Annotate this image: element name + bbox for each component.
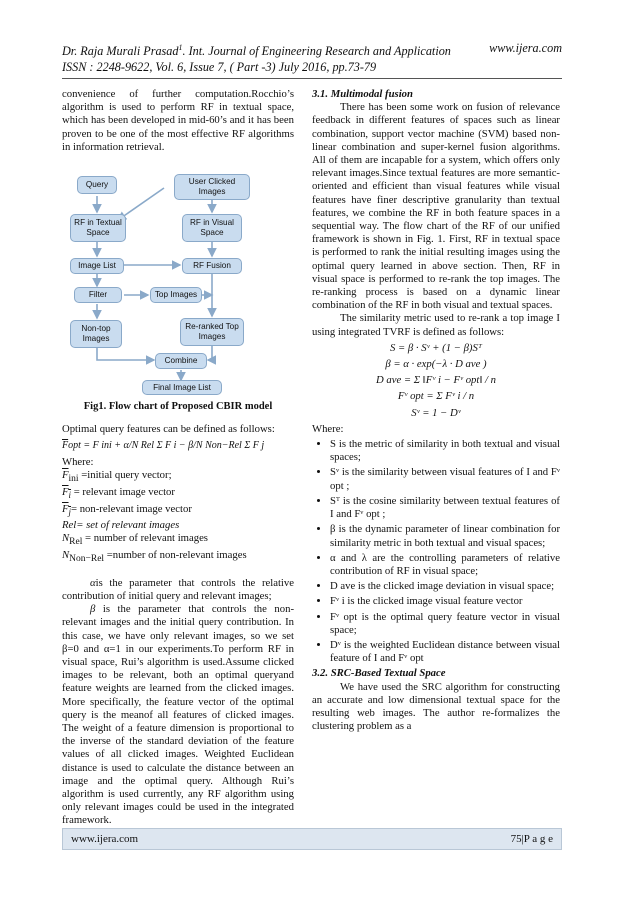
list-item: • D ave is the clicked image deviation in visual space;	[330, 580, 560, 593]
list-item: • Sᵛ is the similarity between visual features of I and Fᵛ opt ;	[330, 466, 560, 492]
header-website[interactable]: www.ijera.com	[489, 41, 562, 55]
figure-caption: Fig1. Flow chart of Proposed CBIR model	[83, 401, 273, 413]
equation-beta: β = α · exp(−λ · D ave )	[385, 358, 487, 371]
flow-image-list: Image List	[70, 258, 124, 274]
running-header	[62, 40, 562, 75]
equation-s: S = β · Sᵛ + (1 − β)Sᵀ	[390, 341, 482, 354]
where-label-right: Where:	[312, 422, 344, 435]
flow-filter: Filter	[74, 287, 122, 303]
page-number: 75|P a g e	[510, 833, 553, 845]
footer-website[interactable]: www.ijera.com	[71, 833, 139, 845]
header-citation: Dr. Raja Murali Prasad$^1$. Int. Journal of Engineering Research and Application	[62, 43, 451, 59]
section-3-1-title: 3.1. Multimodal fusion	[312, 88, 413, 100]
def-rel-set: Rel= set of relevant images	[62, 518, 180, 531]
page-footer	[62, 828, 562, 850]
flow-rf-fusion: RF Fusion	[182, 258, 242, 274]
paragraph-rocchio: convenience of further computation.Rocchio’s algorithm is used to perform RF in textual space, which has been developed in mid-60’s and it has been proven to be one of the most effective RF algorithms in information retrieval.	[62, 88, 294, 153]
flow-reranked: Re-ranked Top Images	[180, 318, 244, 346]
equation-sv: Sᵛ = 1 − Dᵛ	[411, 406, 461, 419]
where-label: Where:	[62, 455, 94, 468]
symbol-list	[312, 438, 560, 665]
flow-non-top: Non-top Images	[70, 320, 122, 348]
def-relevant: $F_i$ = relevant image vector	[62, 486, 175, 501]
flow-top-images: Top Images	[150, 287, 202, 303]
equation-dave: D ave = Σ ‖Fᵛ i − Fᵛ opt‖ / n	[375, 374, 497, 387]
flow-rf-visual: RF in Visual Space	[182, 214, 242, 242]
header-rule	[62, 78, 562, 79]
arrow-nontop-combine	[97, 348, 154, 360]
beta-paragraph: β is the parameter that controls the non-relevant images and the initial query contribution. In this case, we have only relevant images, so we set β=0 and α=1 in our experiments.To perform RF in visual space, Rui’s algorithm is used.Assume clicked images to be relevant, both an optimal queryand feature weights are learned from the clicked images. More specifically, the feature vector of the optimal query is the meanof all features of clicked images. The weight of a feature dimension is proportional to the inverse of the standard deviation of the feature values of all clicked images. Weighted Euclidean distance is used to calculate the distance between an image and the optimal query. Although Rui’s algorithm is used currently, any RF algorithm using only relevant images could be used in the integrated framework.	[62, 603, 295, 827]
flow-query: Query	[77, 176, 117, 194]
flow-rf-textual: RF in Textual Space	[70, 214, 126, 242]
list-item: • S is the metric of similarity in both textual and visual spaces;	[330, 438, 560, 464]
flow-final-list: Final Image List	[142, 380, 222, 395]
header-issn: ISSN : 2248-9622, Vol. 6, Issue 7, ( Part -3) July 2016, pp.73-79	[62, 60, 377, 75]
list-item: • β is the dynamic parameter of linear combination for similarity metric in both textual and visual spaces;	[330, 523, 560, 549]
list-item: • Fᵛ i is the clicked image visual feature vector	[330, 595, 560, 608]
rocchio-equation: $\overline{F}opt = F$ ini + α/N Rel Σ F i − β/N Non−Rel Σ F j	[62, 440, 265, 452]
list-item: • Fᵛ opt is the optimal query feature vector in visual space;	[330, 611, 560, 637]
paragraph-multimodal: There has been some work on fusion of relevance feedback in different features of spaces such as linear combination, support vector machine (SVM) based non-linear combination and super-kernel fusion algorithms. All of them are incapable for a system, which offers only relevant images.Since textual features are more semantic-oriented and efficient than visual features while visual features have finer descriptive granularity than textual features, we combine the RF in both feature spaces in a sequential way. The flow chart of the RF of our unified framework is shown in Fig. 1. First, RF in textual space is performed to rank the initial resulting images using the optimal query learned in above section. Then, RF in visual space is performed to re-rank the top images. The re-ranking process is based on a dynamic linear combination of the RF in both visual and textual spaces.	[312, 101, 560, 312]
paragraph-similarity: The similarity metric used to re-rank a top image I using integrated TVRF is defined as follows:	[312, 312, 560, 338]
list-item: • α and λ are the controlling parameters of relative contribution of RF in visual space;	[330, 552, 560, 578]
def-initial: $\overline{F}_{ini}$ =initial query vector;	[62, 468, 172, 484]
equation-fopt: Fᵛ opt = Σ Fᵛ i / n	[397, 390, 475, 403]
flow-combine: Combine	[155, 353, 207, 369]
optimal-intro: Optimal query features can be defined as follows:	[62, 423, 275, 436]
left-column	[62, 88, 294, 828]
section-3-2-title: 3.2. SRC-Based Textual Space	[312, 667, 446, 680]
flow-user-clicked: User Clicked Images	[174, 174, 250, 200]
arrow-rerank-combine	[208, 346, 212, 360]
def-nonrelevant: $F_j=$ non-relevant image vector	[62, 502, 192, 517]
list-item: • Sᵀ is the cosine similarity between textual features of I and Fᵛ opt ;	[330, 495, 560, 521]
right-column	[312, 88, 560, 733]
alpha-paragraph: αis the parameter that controls the relative contribution of initial query and relevant images;	[62, 576, 294, 602]
def-n-rel: $N_{Rel}$ = number of relevant images	[62, 532, 208, 548]
paragraph-src: We have used the SRC algorithm for constructing an accurate and low dimensional textual space for the resulting web images. The author re-formalizes the clustering problem as a	[312, 680, 560, 733]
def-n-nonrel: $N_{Non-Rel}$ =number of non-relevant images	[62, 549, 247, 565]
flowchart-figure	[62, 170, 294, 396]
list-item: • Dᵛ is the weighted Euclidean distance between visual feature of I and Fᵛ opt	[330, 639, 560, 665]
definition-list	[62, 469, 294, 567]
